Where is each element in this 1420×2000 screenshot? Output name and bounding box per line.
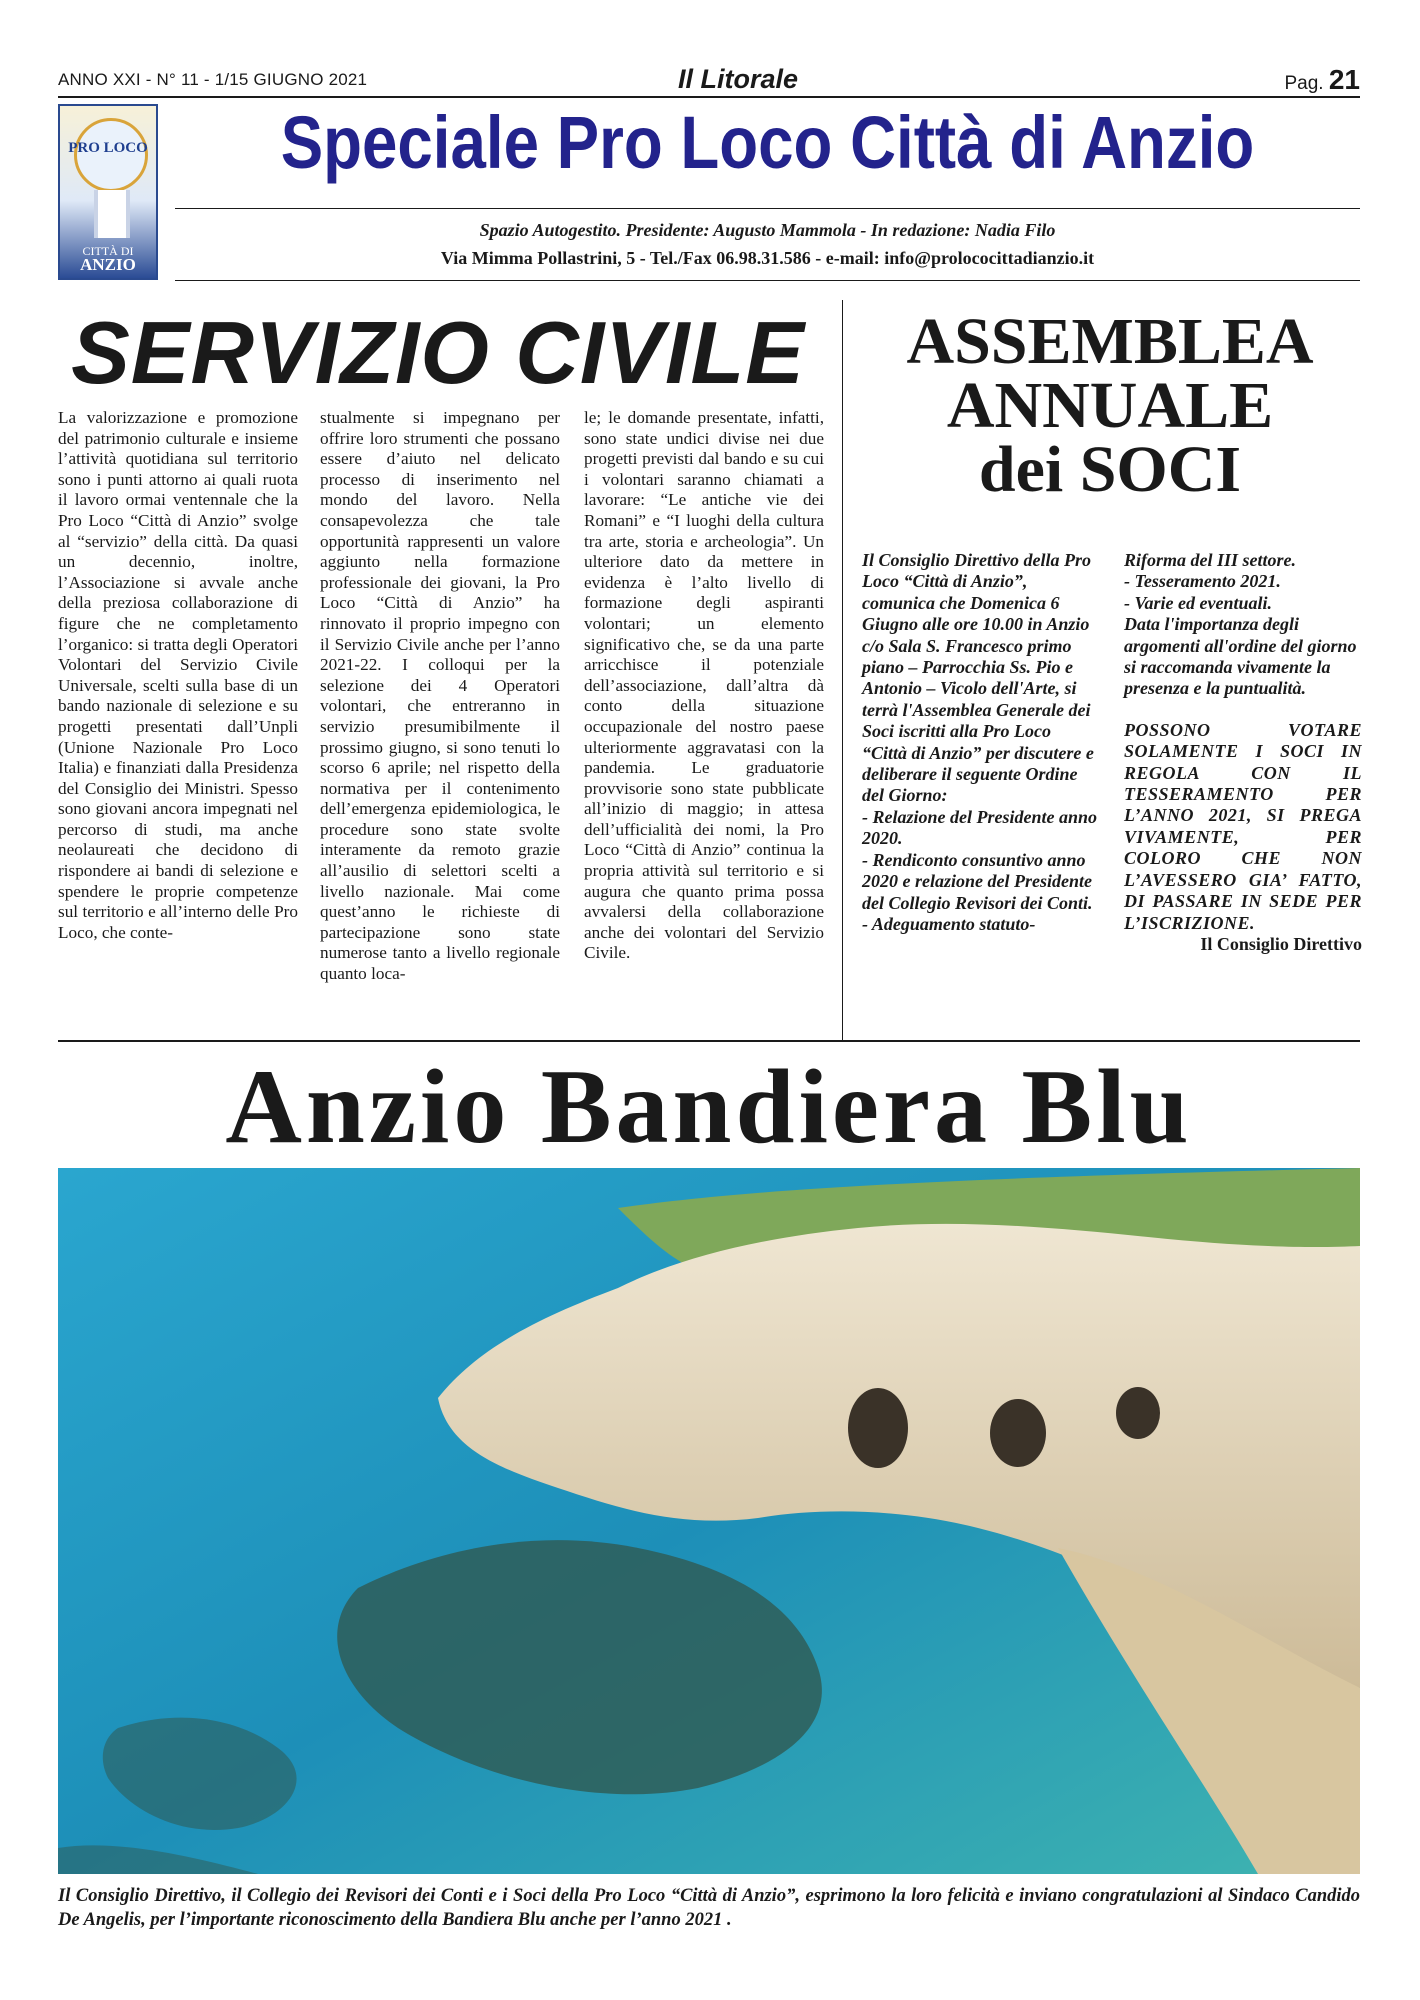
servizio-column-1: La valorizzazione e promozione del patrimonio culturale e insieme l’attività quotidiana sul territorio sono i punti attorno ai quali ruota il lavoro ormai ventennale che la Pro Loco “Città di Anzio” svolge al “servizio” della città. Da quasi un decennio, inoltre, l’Associazione si avvale anche della preziosa collaborazione di figure che ne completamento l’organico: si tratta degli Operatori Volontari del Servizio Civile Universale, scelti sulla base di un bando nazionale di selezione e su progetti presentati dall’Unpli (Unione Nazionale Pro Loco Italia) e finanziati dalla Presidenza del Consiglio dei Ministri. Spesso sono giovani ancora impegnati nel percorso di studi, ma anche neolaureati che decidono di rispondere ai bandi di selezione e spendere le proprie competenze sul territorio e all’interno delle Pro Loco, che conte-	[58, 408, 298, 942]
coast-photo-illustration	[58, 1168, 1360, 1874]
agenda-item-3-cont: Riforma del III settore.	[1124, 550, 1297, 570]
column-icon	[94, 190, 130, 238]
bandiera-heading: Anzio Bandiera Blu	[225, 1048, 1193, 1165]
agenda-item-2: - Rendiconto consuntivo anno 2020 e relazione del Presidente del Collegio Revisori dei Conti.	[862, 849, 1093, 913]
logo-city	[60, 244, 156, 273]
assemblea-column-1	[862, 550, 1097, 935]
contact-address: Via Mimma Pollastrini, 5 - Tel./Fax 06.98.31.586 - e-mail: info@prolococittadianzio.it	[440, 248, 1095, 268]
page-title: Speciale Pro Loco Città di Anzio	[280, 101, 1255, 184]
header-rule	[175, 280, 1360, 281]
credits: Spazio Autogestito. Presidente: Augusto Mammola - In redazione: Nadia Filo	[479, 220, 1056, 240]
voting-notice: POSSONO VOTARE SOLAMENTE I SOCI IN REGOLA CON IL TESSERAMENTO PER L’ANNO 2021, SI PREGA VIVAMENTE, PER COLORO CHE NON L’AVESSERO GIA’ FATTO, DI PASSARE IN SEDE PER L’ISCRIZIONE.	[1124, 719, 1362, 933]
spacer	[1124, 700, 1362, 720]
signoff: Il Consiglio Direttivo	[1200, 933, 1362, 954]
assemblea-heading	[860, 305, 1360, 506]
assemblea-line3: dei SOCI	[978, 433, 1242, 506]
logo-brand: PRO LOCO	[68, 140, 148, 156]
logo-city-line2: ANZIO	[80, 255, 136, 274]
logo-city-line1: CITTÀ DI	[82, 244, 134, 258]
masthead: Il Litorale	[677, 64, 799, 94]
cave-1	[848, 1388, 908, 1468]
assemblea-column-2	[1124, 550, 1362, 955]
column-divider	[842, 300, 843, 1042]
agenda-item-3: - Adeguamento statuto-	[862, 913, 1036, 934]
cave-3	[1116, 1387, 1160, 1439]
pro-loco-logo	[58, 104, 158, 280]
agenda-item-1: - Relazione del Presidente anno 2020.	[862, 806, 1097, 849]
agenda-item-5: - Varie ed eventuali.	[1124, 592, 1272, 613]
title-rule	[175, 208, 1360, 209]
coast-photo	[58, 1168, 1360, 1874]
page-number	[1284, 64, 1360, 96]
page-label: Pag.	[1284, 73, 1324, 94]
cave-2	[990, 1399, 1046, 1467]
servizio-column-3: le; le domande presentate, infatti, sono state undici divise nei due progetti previsti dal bando e su cui i volontari saranno chiamati a lavorare: “Le antiche vie dei Romani” e “I luoghi della cultura tra arte, storia e archeologia”. Un ulteriore dato da mettere in evidenza è l’alto livello di formazione degli aspiranti volontari; un elemento significativo che, se da una parte arricchisce il potenziale dell’associazione, dall’altra dà conto della situazione occupazionale del nostro paese ulteriormente aggravatasi con la pandemia. Le graduatorie provvisorie sono state pubblicate all’inizio di maggio; in attesa dell’ufficialità dei nomi, la Pro Loco “Città di Anzio” continua la propria attività sul territorio e si augura che quanto prima possa avvalersi della collaborazione anche dei volontari del Servizio Civile.	[584, 408, 824, 963]
servizio-column-2: stualmente si impegnano per offrire loro strumenti che possano essere d’aiuto nel delicato processo di inserimento nel mondo del lavoro. Nella consapevolezza che tale opportunità rappresenti un valore aggiunto nella formazione professionale dei giovani, la Pro Loco “Città di Anzio” ha rinnovato il proprio impegno con il Servizio Civile anche per l’anno 2021-22. I colloqui per la selezione dei 4 Operatori volontari, che entreranno in servizio presumibilmente il prossimo giugno, si sono tenuti lo scorso 6 aprile; nel rispetto della normativa per il contenimento dell’emergenza epidemiologica, le procedure sono state svolte interamente da remoto grazie all’ausilio di selettori scelti a livello nazionale. Mai come quest’anno le richieste di partecipazione sono state numerose tanto a livello regionale quanto loca-	[320, 408, 560, 984]
assemblea-note: Data l'importanza degli argomenti all'ordine del giorno si raccomanda vivamente la presenza e la puntualità.	[1124, 614, 1357, 699]
top-line	[58, 64, 1360, 96]
photo-caption: Il Consiglio Direttivo, il Collegio dei Revisori dei Conti e i Soci della Pro Loco “Città di Anzio”, esprimono la loro felicità e inviano congratulazioni al Sindaco Candido De Angelis, per l’importante riconoscimento della Bandiera Blu anche per l’anno 2021 .	[58, 1886, 1360, 1930]
servizio-heading: SERVIZIO CIVILE	[71, 303, 805, 402]
section-rule	[58, 1040, 1360, 1042]
top-rule	[58, 96, 1360, 98]
issue-info: ANNO XXI - N° 11 - 1/15 GIUGNO 2021	[58, 70, 368, 89]
agenda-item-4: - Tesseramento 2021.	[1124, 571, 1281, 592]
assemblea-intro: Il Consiglio Direttivo della Pro Loco “Città di Anzio”, comunica che Domenica 6 Giugno alle ore 10.00 in Anzio c/o Sala S. Francesco primo piano – Parrocchia Ss. Pio e Antonio – Vicolo dell'Arte, si terrà l'Assemblea Generale dei Soci iscritti alla Pro Loco “Città di Anzio” per discutere e deliberare il seguente Ordine del Giorno:	[862, 550, 1094, 806]
assemblea-line1: ASSEMBLEA	[906, 305, 1314, 378]
page-number-value: 21	[1328, 64, 1360, 95]
assemblea-line2: ANNUALE	[946, 369, 1274, 442]
